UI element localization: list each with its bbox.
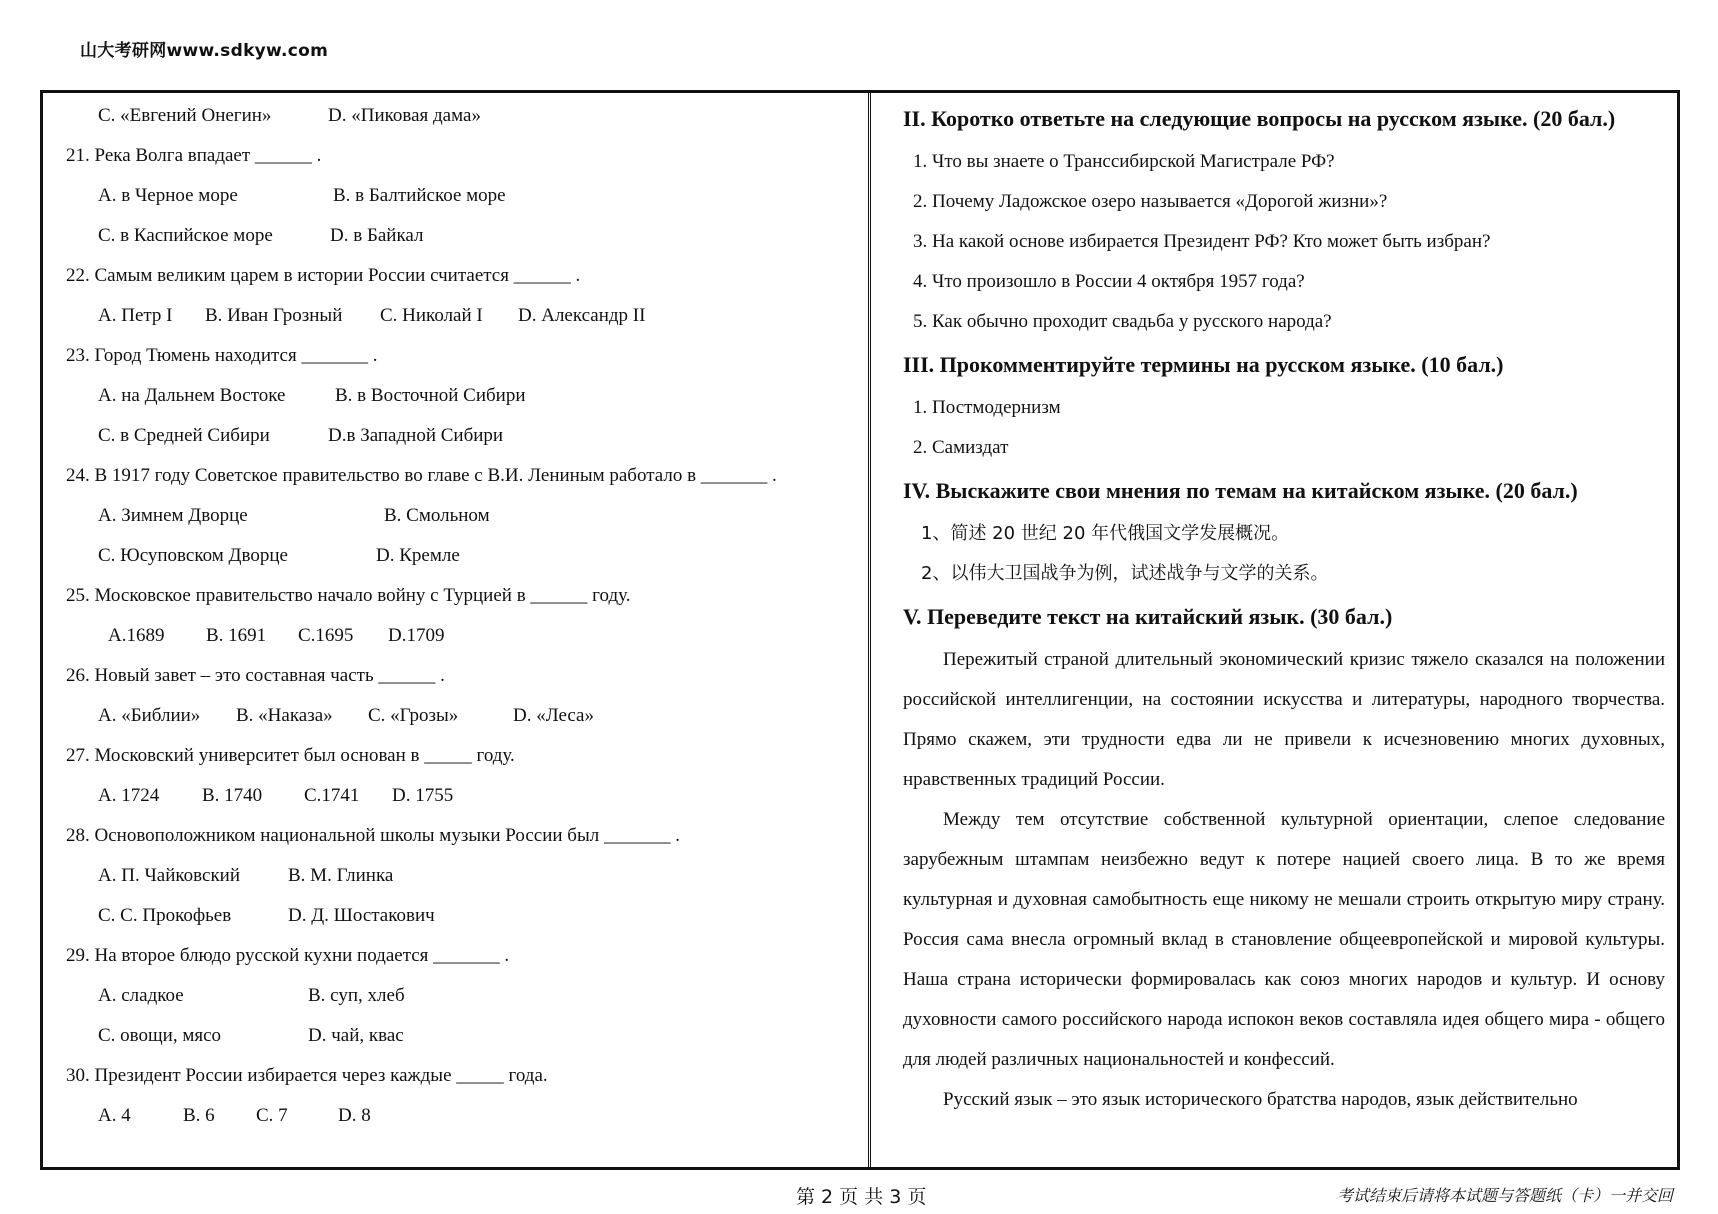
answer-option: А. «Библии» [98, 705, 201, 726]
answer-option: А. Зимнем Дворце [98, 505, 248, 526]
watermark-text: 山大考研网www.sdkyw.com [80, 41, 329, 61]
answer-option: А.1689 [108, 625, 165, 646]
answer-option: С. овощи, мясо [98, 1025, 222, 1046]
question-line: 30. Президент России избирается через каждые _____ года. [66, 1065, 548, 1086]
answer-options-row [66, 976, 856, 1016]
section-2-question: 1. Что вы знаете о Транссибирской Магистрале РФ? [913, 151, 1335, 172]
section-4-topic: 2、以伟大卫国战争为例，试述战争与文学的关系。 [921, 563, 1329, 584]
question-line: 28. Основоположником национальной школы музыки России был _______ . [66, 825, 680, 846]
answer-option: А. 4 [98, 1105, 131, 1126]
answer-option: С. 7 [256, 1105, 288, 1126]
section-5-heading: V. Переведите текст на китайский язык. (30 бал.) [903, 604, 1393, 629]
answer-options-row [66, 296, 856, 336]
answer-options-row [66, 416, 856, 456]
answer-option: В. в Восточной Сибири [335, 385, 526, 406]
section-4-topic: 1、简述 20 世纪 20 年代俄国文学发展概况。 [921, 523, 1290, 544]
translation-paragraph-3: Русский язык – это язык исторического братства народов, язык действительно [943, 1089, 1578, 1110]
answer-option: В. в Балтийское море [333, 185, 506, 206]
answer-option: D. «Леса» [513, 705, 594, 726]
answer-option: В. Смольном [384, 505, 490, 526]
section-2-question: 3. На какой основе избирается Президент РФ? Кто может быть избран? [913, 231, 1491, 252]
translation-paragraph-1: Пережитый страной длительный экономический кризис тяжело сказался на положении российской интеллигенции, на состоянии искусства и литературы, народного творчества. Прямо скажем, эти трудности едва ли не привели к исчезновению многих духовных, нравственных традиций России. [903, 649, 1665, 790]
answer-options-row [66, 896, 856, 936]
answer-options-row [66, 496, 856, 536]
answer-option: В. 1691 [206, 625, 267, 646]
answer-option: С.1741 [304, 785, 360, 806]
section-4-heading: IV. Выскажите свои мнения по темам на китайском языке. (20 бал.) [903, 478, 1578, 503]
question-line: 26. Новый завет – это составная часть ______ . [66, 665, 445, 686]
answer-option: D. Кремле [376, 545, 460, 566]
answer-option: С. в Средней Сибири [98, 425, 270, 446]
page-number: 第 2 页 共 3 页 [796, 1186, 927, 1208]
answer-option: В. 6 [183, 1105, 215, 1126]
answer-option: С.1695 [298, 625, 354, 646]
footer-note: 考试结束后请将本试题与答题纸（卡）一并交回 [1336, 1186, 1673, 1205]
question-line: 25. Московское правительство начало войну с Турцией в ______ году. [66, 585, 631, 606]
answer-option: А. 1724 [98, 785, 160, 806]
answer-option: D.в Западной Сибири [328, 425, 504, 446]
answer-option: D. «Пиковая дама» [328, 105, 481, 126]
answer-option: А. на Дальнем Востоке [98, 385, 286, 406]
answer-option: А. сладкое [98, 985, 184, 1006]
answer-option: С. С. Прокофьев [98, 905, 232, 926]
right-column [903, 96, 1665, 1120]
answer-option: D. Александр II [518, 305, 646, 326]
answer-option: А. Петр I [98, 305, 173, 326]
answer-option: А. П. Чайковский [98, 865, 241, 886]
answer-option: D. Д. Шостакович [288, 905, 435, 926]
answer-option: А. в Черное море [98, 185, 238, 206]
answer-options-row [66, 1096, 856, 1136]
answer-option: С. Юсуповском Дворце [98, 545, 288, 566]
answer-option: С. Николай I [380, 305, 483, 326]
question-line: 23. Город Тюмень находится _______ . [66, 345, 378, 366]
answer-option: D. 8 [338, 1105, 371, 1126]
answer-option: D.1709 [388, 625, 445, 646]
answer-option: В. 1740 [202, 785, 263, 806]
answer-options-row [66, 856, 856, 896]
answer-option: В. Иван Грозный [205, 305, 343, 326]
section-2-question: 5. Как обычно проходит свадьба у русского народа? [913, 311, 1332, 332]
answer-option: C. «Евгений Онегин» [98, 105, 272, 126]
section-3-heading: III. Прокомментируйте термины на русском языке. (10 бал.) [903, 352, 1504, 377]
answer-options-row [66, 376, 856, 416]
section-2-question: 2. Почему Ладожское озеро называется «Дорогой жизни»? [913, 191, 1388, 212]
question-line: 29. На второе блюдо русской кухни подается _______ . [66, 945, 510, 966]
answer-option: В. суп, хлеб [308, 985, 405, 1006]
section-3-term: 1. Постмодернизм [913, 397, 1061, 418]
answer-option: D. 1755 [392, 785, 454, 806]
question-line: 27. Московский университет был основан в _____ году. [66, 745, 515, 766]
answer-options-row [66, 616, 856, 656]
answer-options-row [66, 96, 856, 136]
question-line: 21. Река Волга впадает ______ . [66, 145, 322, 166]
answer-options-row [66, 1016, 856, 1056]
answer-option: D. в Байкал [330, 225, 424, 246]
answer-options-row [66, 536, 856, 576]
answer-option: В. «Наказа» [236, 705, 333, 726]
answer-options-row [66, 696, 856, 736]
answer-options-row [66, 216, 856, 256]
answer-option: С. «Грозы» [368, 705, 459, 726]
answer-option: D. чай, квас [308, 1025, 404, 1046]
answer-option: С. в Каспийское море [98, 225, 273, 246]
section-2-question: 4. Что произошло в России 4 октября 1957 года? [913, 271, 1305, 292]
column-divider [868, 90, 871, 1170]
section-2-heading: II. Коротко ответьте на следующие вопросы на русском языке. (20 бал.) [903, 106, 1616, 131]
section-3-term: 2. Самиздат [913, 437, 1009, 458]
answer-options-row [66, 776, 856, 816]
translation-paragraph-2: Между тем отсутствие собственной культурной ориентации, слепое следование зарубежным штампам неизбежно ведут к потере нацией своего лица. В то же время культурная и духовная самобытность еще никому не мешали строить открытую миру страну. Россия сама внесла огромный вклад в становление общеевропейской и мировой культуры. Наша страна исторически формировалась как союз многих народов и культур. И основу духовности самого российского народа испокон веков составляла идея общего мира - общего для людей различных национальностей и конфессий. [903, 809, 1665, 1070]
answer-options-row [66, 176, 856, 216]
answer-option: В. М. Глинка [288, 865, 394, 886]
question-line: 24. В 1917 году Советское правительство во главе с В.И. Лениным работало в _______ . [66, 465, 777, 486]
left-column [66, 96, 856, 1136]
question-line: 22. Самым великим царем в истории России считается ______ . [66, 265, 581, 286]
